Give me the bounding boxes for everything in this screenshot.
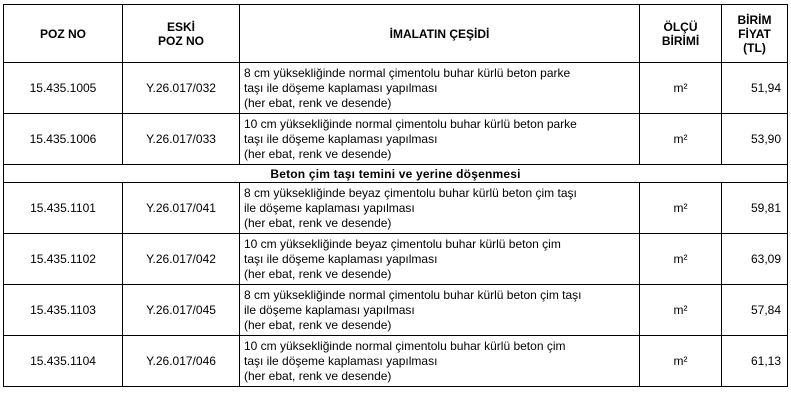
poz-no-cell: 15.435.1101 bbox=[4, 183, 123, 234]
eski-poz-no-cell: Y.26.017/042 bbox=[123, 234, 240, 285]
unit-cell: m² bbox=[640, 63, 722, 114]
unit-cell: m² bbox=[640, 183, 722, 234]
description-cell bbox=[240, 63, 640, 114]
unit-cell: m² bbox=[640, 114, 722, 165]
description-cell bbox=[240, 285, 640, 336]
table-body-top bbox=[4, 63, 788, 165]
price-cell: 61,13 bbox=[722, 336, 788, 387]
header-birim-fiyat: BİRİM FİYAT (TL) bbox=[722, 5, 788, 63]
unit-cell: m² bbox=[640, 336, 722, 387]
header-imalat: İMALATIN ÇEŞİDİ bbox=[240, 5, 640, 63]
description-line: 8 cm yüksekliğinde beyaz çimentolu buhar kürlü beton çim taşı bbox=[244, 185, 577, 200]
description-line: (her ebat, renk ve desende) bbox=[244, 266, 392, 281]
description-line: taşı ile döşeme kaplaması yapılması bbox=[244, 251, 438, 266]
description-line: (her ebat, renk ve desende) bbox=[244, 215, 392, 230]
description-line: taşı ile döşeme kaplaması yapılması bbox=[244, 131, 438, 146]
description-line: (her ebat, renk ve desende) bbox=[244, 317, 392, 332]
section-body bbox=[4, 165, 788, 183]
poz-no-cell: 15.435.1006 bbox=[4, 114, 123, 165]
description-line: (her ebat, renk ve desende) bbox=[244, 95, 392, 110]
section-title: Beton çim taşı temini ve yerine döşenmesi bbox=[4, 165, 788, 183]
price-cell: 63,09 bbox=[722, 234, 788, 285]
description-line: 10 cm yüksekliğinde normal çimentolu buhar kürlü beton çim bbox=[244, 338, 566, 353]
eski-poz-no-cell: Y.26.017/033 bbox=[123, 114, 240, 165]
header-row bbox=[4, 5, 788, 63]
unit-cell: m² bbox=[640, 234, 722, 285]
price-cell: 59,81 bbox=[722, 183, 788, 234]
header-poz-no: POZ NO bbox=[4, 5, 123, 63]
poz-no-cell: 15.435.1104 bbox=[4, 336, 123, 387]
eski-poz-no-cell: Y.26.017/046 bbox=[123, 336, 240, 387]
section-row bbox=[4, 165, 788, 183]
description-line: 10 cm yüksekliğinde normal çimentolu buhar kürlü beton parke bbox=[244, 116, 577, 131]
header-olcu-birimi: ÖLÇÜ BİRİMİ bbox=[640, 5, 722, 63]
description-line: 8 cm yüksekliğinde normal çimentolu buhar kürlü beton parke bbox=[244, 65, 571, 80]
table-row bbox=[4, 336, 788, 387]
eski-poz-no-cell: Y.26.017/045 bbox=[123, 285, 240, 336]
description-cell bbox=[240, 183, 640, 234]
header-eski-poz-no: ESKİ POZ NO bbox=[123, 5, 240, 63]
table-row bbox=[4, 114, 788, 165]
poz-no-cell: 15.435.1005 bbox=[4, 63, 123, 114]
description-line: 8 cm yüksekliğinde normal çimentolu buhar kürlü beton çim taşı bbox=[244, 287, 582, 302]
unit-cell: m² bbox=[640, 285, 722, 336]
price-cell: 53,90 bbox=[722, 114, 788, 165]
description-line: 10 cm yüksekliğinde beyaz çimentolu buhar kürlü beton çim bbox=[244, 236, 561, 251]
description-line: taşı ile döşeme kaplaması yapılması bbox=[244, 353, 438, 368]
description-cell bbox=[240, 234, 640, 285]
description-line: ile döşeme kaplaması yapılması bbox=[244, 200, 415, 215]
description-line: (her ebat, renk ve desende) bbox=[244, 146, 392, 161]
table-row bbox=[4, 234, 788, 285]
description-cell bbox=[240, 336, 640, 387]
description-line: taşı ile döşeme kaplaması yapılması bbox=[244, 80, 438, 95]
poz-no-cell: 15.435.1103 bbox=[4, 285, 123, 336]
table-row bbox=[4, 63, 788, 114]
poz-no-cell: 15.435.1102 bbox=[4, 234, 123, 285]
eski-poz-no-cell: Y.26.017/032 bbox=[123, 63, 240, 114]
price-table bbox=[3, 4, 788, 387]
table-row bbox=[4, 183, 788, 234]
price-cell: 57,84 bbox=[722, 285, 788, 336]
description-cell bbox=[240, 114, 640, 165]
table-row bbox=[4, 285, 788, 336]
description-line: ile döşeme kaplaması yapılması bbox=[244, 302, 415, 317]
eski-poz-no-cell: Y.26.017/041 bbox=[123, 183, 240, 234]
table-body-bottom bbox=[4, 183, 788, 387]
description-line: (her ebat, renk ve desende) bbox=[244, 368, 392, 383]
price-cell: 51,94 bbox=[722, 63, 788, 114]
